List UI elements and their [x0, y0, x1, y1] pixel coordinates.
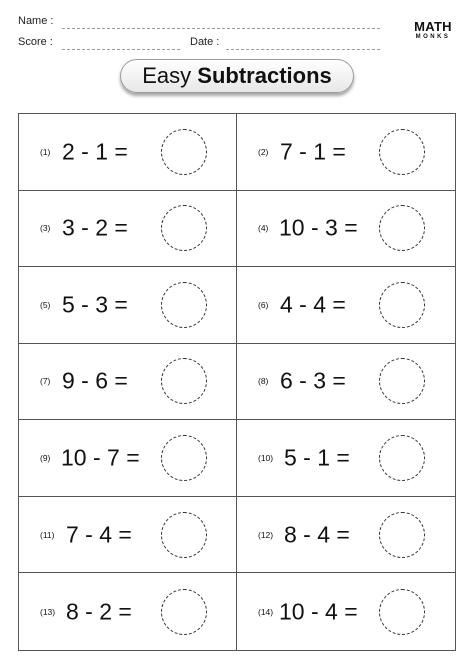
- title-bold: Subtractions: [197, 63, 332, 88]
- problem-expression: 4 - 4 =: [280, 291, 346, 318]
- problem-number: (4): [258, 223, 269, 234]
- problem-cell: [237, 344, 455, 421]
- answer-circle[interactable]: [379, 358, 425, 404]
- problem-cell: [19, 573, 237, 650]
- problem-expression: 10 - 7 =: [61, 444, 140, 471]
- problem-number: (13): [40, 606, 56, 617]
- problem-cell: [237, 573, 455, 650]
- problem-cell: [237, 497, 455, 574]
- problem-number: (8): [258, 376, 269, 387]
- name-field[interactable]: [62, 28, 380, 29]
- problem-expression: 7 - 4 =: [66, 521, 132, 548]
- answer-circle[interactable]: [379, 512, 425, 558]
- name-label: Name :: [18, 15, 54, 27]
- problem-cell: [237, 420, 455, 497]
- answer-circle[interactable]: [379, 589, 425, 635]
- problem-grid: [18, 113, 456, 651]
- problem-cell: [237, 191, 455, 268]
- answer-circle[interactable]: [161, 589, 207, 635]
- problem-expression: 2 - 1 =: [62, 138, 128, 165]
- problem-cell: [19, 114, 237, 191]
- problem-cell: [19, 497, 237, 574]
- problem-expression: 8 - 2 =: [66, 598, 132, 625]
- problem-expression: 9 - 6 =: [62, 367, 128, 394]
- answer-circle[interactable]: [161, 358, 207, 404]
- problem-cell: [19, 191, 237, 268]
- problem-number: (7): [40, 376, 51, 387]
- answer-circle[interactable]: [161, 435, 207, 481]
- problem-expression: 6 - 3 =: [280, 367, 346, 394]
- logo-text-top: MATH: [414, 19, 452, 34]
- problem-cell: [19, 420, 237, 497]
- date-field[interactable]: [226, 49, 380, 50]
- answer-circle[interactable]: [161, 205, 207, 251]
- problem-cell: [19, 344, 237, 421]
- answer-circle[interactable]: [379, 282, 425, 328]
- problem-number: (2): [258, 146, 269, 157]
- score-field[interactable]: [62, 49, 180, 50]
- problem-number: (14): [258, 606, 274, 617]
- problem-number: (6): [258, 299, 269, 310]
- problem-expression: 3 - 2 =: [62, 214, 128, 241]
- math-monks-logo: [410, 20, 456, 41]
- title-light: Easy: [142, 63, 192, 88]
- answer-circle[interactable]: [379, 129, 425, 175]
- answer-circle[interactable]: [161, 129, 207, 175]
- problem-number: (10): [258, 453, 274, 464]
- problem-expression: 7 - 1 =: [280, 138, 346, 165]
- problem-number: (1): [40, 146, 51, 157]
- answer-circle[interactable]: [161, 282, 207, 328]
- problem-expression: 10 - 4 =: [279, 598, 358, 625]
- worksheet-title: [120, 59, 354, 93]
- answer-circle[interactable]: [379, 435, 425, 481]
- answer-circle[interactable]: [379, 205, 425, 251]
- problem-number: (12): [258, 529, 274, 540]
- answer-circle[interactable]: [161, 512, 207, 558]
- problem-expression: 5 - 1 =: [284, 444, 350, 471]
- problem-expression: 8 - 4 =: [284, 521, 350, 548]
- problem-expression: 5 - 3 =: [62, 291, 128, 318]
- problem-cell: [237, 114, 455, 191]
- problem-number: (3): [40, 223, 51, 234]
- problem-cell: [19, 267, 237, 344]
- date-label: Date :: [190, 36, 220, 48]
- problem-number: (5): [40, 299, 51, 310]
- logo-text-bottom: MONKS: [415, 34, 451, 40]
- score-label: Score :: [18, 36, 53, 48]
- problem-number: (11): [40, 529, 55, 540]
- problem-number: (9): [40, 453, 51, 464]
- problem-cell: [237, 267, 455, 344]
- problem-expression: 10 - 3 =: [279, 214, 358, 241]
